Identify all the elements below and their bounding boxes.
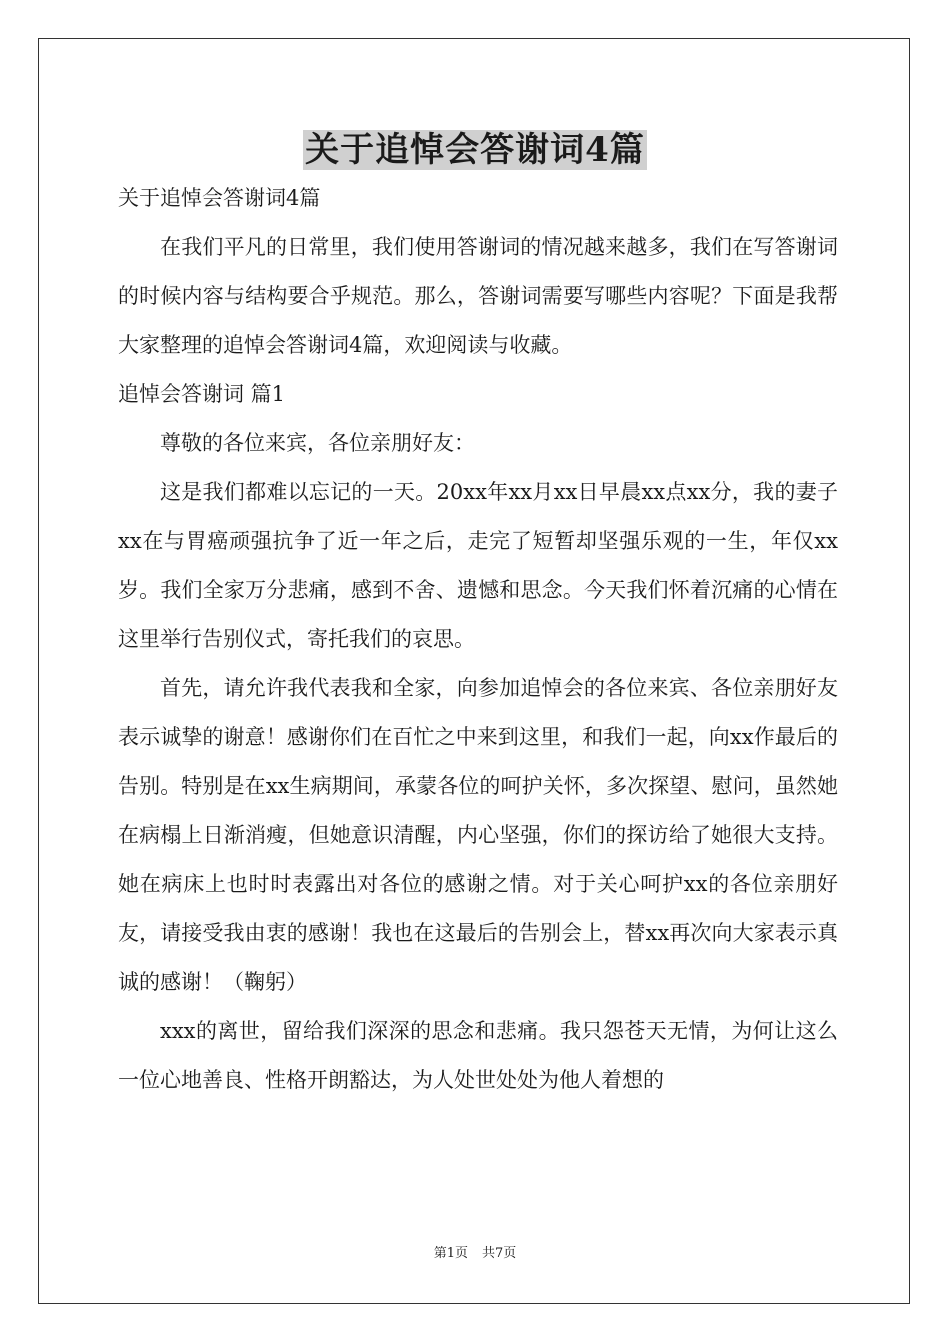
intro-paragraph: 在我们平凡的日常里，我们使用答谢词的情况越来越多，我们在写答谢词的时候内容与结构要合乎规范。那么，答谢词需要写哪些内容呢？下面是我帮大家整理的追悼会答谢词4篇，欢迎阅读与收藏。 bbox=[118, 235, 838, 357]
page-number: 第1页 bbox=[433, 1246, 468, 1261]
page-footer bbox=[0, 1244, 950, 1264]
section-heading: 追悼会答谢词 篇1 bbox=[118, 382, 286, 406]
page-total: 共7页 bbox=[482, 1246, 517, 1261]
document-body bbox=[118, 174, 838, 1105]
document-title bbox=[0, 124, 950, 176]
body-paragraph-2: 首先，请允许我代表我和全家，向参加追悼会的各位来宾、各位亲朋好友表示诚挚的谢意！感谢你们在百忙之中来到这里，和我们一起，向xx作最后的告别。特别是在xx生病期间，承蒙各位的呵护关怀，多次探望、慰问，虽然她在病榻上日渐消瘦，但她意识清醒，内心坚强，你们的探访给了她很大支持。她在病床上也时时表露出对各位的感谢之情。对于关心呵护xx的各位亲朋好友，请接受我由衷的感谢！我也在这最后的告别会上，替xx再次向大家表示真诚的感谢！（鞠躬） bbox=[118, 676, 838, 994]
body-paragraph-1: 这是我们都难以忘记的一天。20xx年xx月xx日早晨xx点xx分，我的妻子xx在与胃癌顽强抗争了近一年之后，走完了短暂却坚强乐观的一生，年仅xx岁。我们全家万分悲痛，感到不舍、遗憾和思念。今天我们怀着沉痛的心情在这里举行告别仪式，寄托我们的哀思。 bbox=[118, 480, 838, 651]
salutation-paragraph: 尊敬的各位来宾，各位亲朋好友： bbox=[160, 431, 475, 455]
document-title-text: 关于追悼会答谢词4篇 bbox=[305, 130, 645, 170]
document-subtitle: 关于追悼会答谢词4篇 bbox=[118, 186, 321, 210]
body-paragraph-3: xxx的离世，留给我们深深的思念和悲痛。我只怨苍天无情，为何让这么一位心地善良、性格开朗豁达，为人处世处处为他人着想的 bbox=[118, 1019, 838, 1092]
